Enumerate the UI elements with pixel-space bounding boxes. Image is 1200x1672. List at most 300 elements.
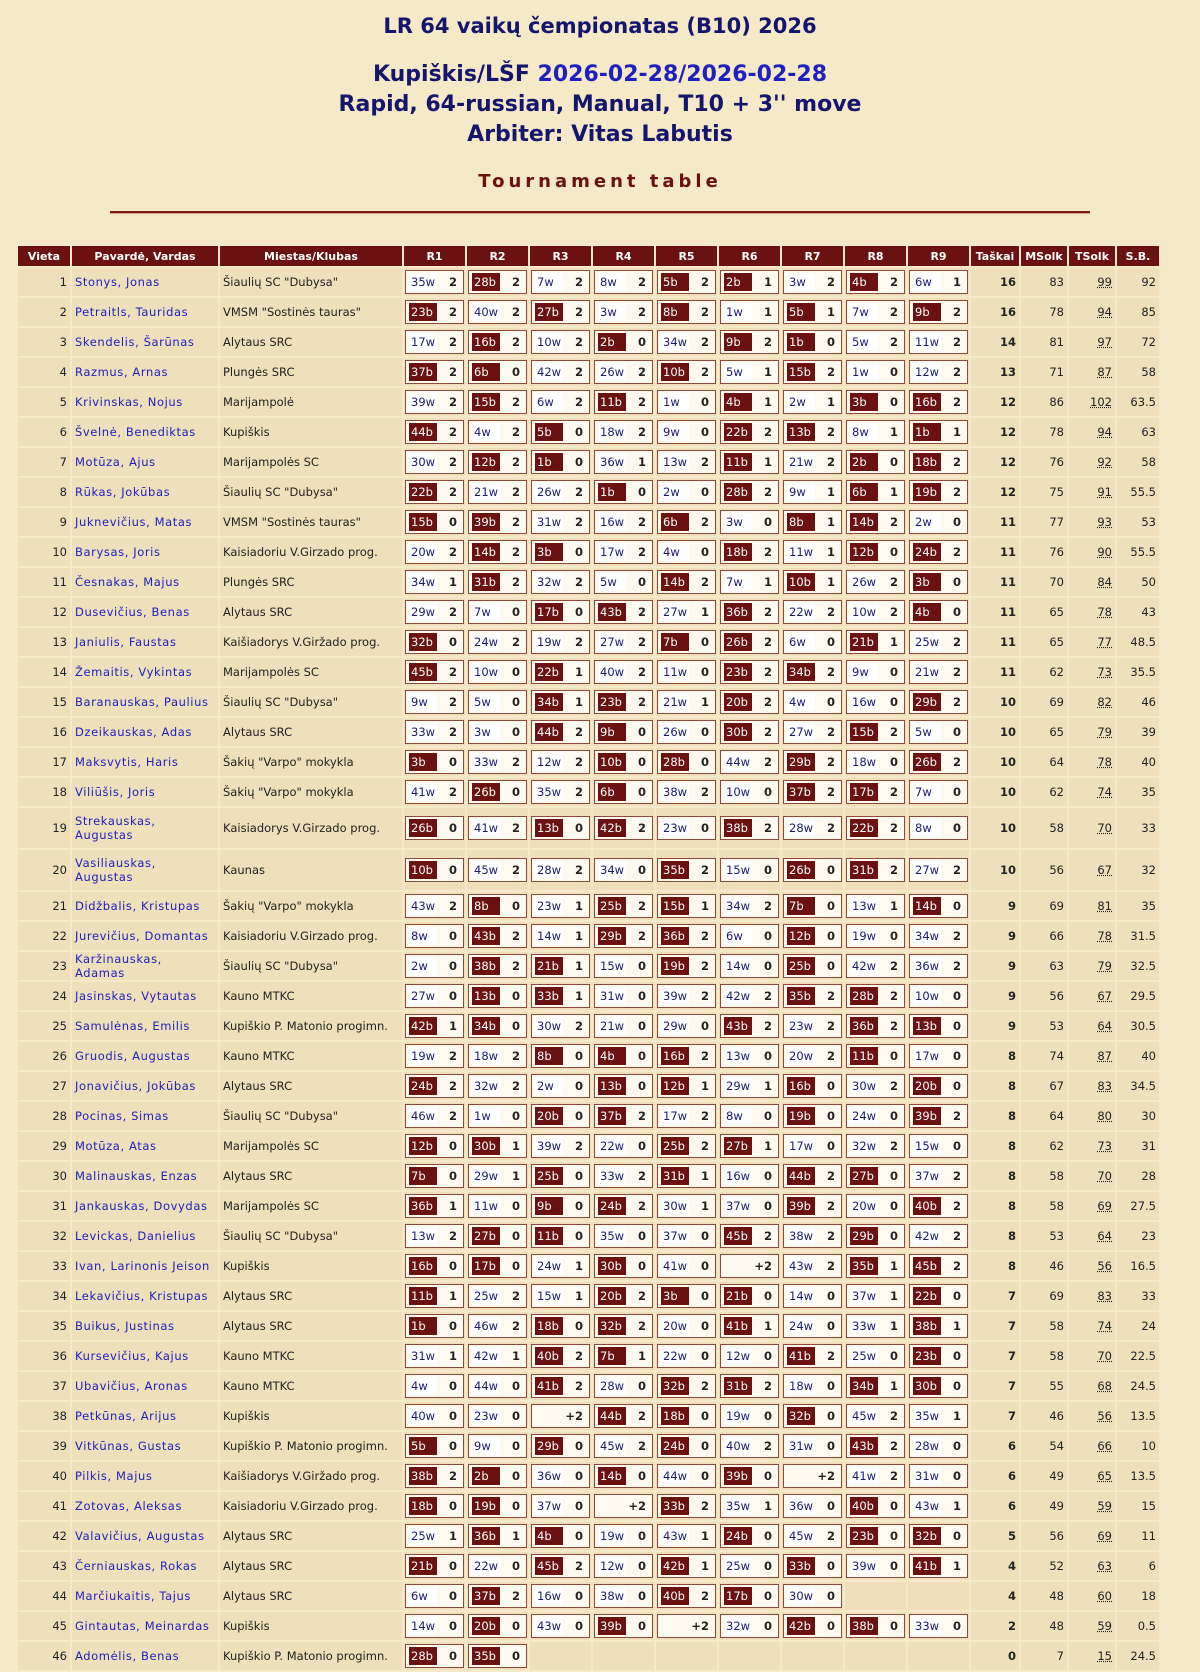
opponent-cell: 5w	[598, 573, 626, 591]
game-score: 2	[637, 1409, 646, 1423]
opponent-cell: 9b	[913, 303, 941, 321]
player-name-link[interactable]: Didžbalis, Kristupas	[72, 892, 218, 920]
game-score: 2	[952, 755, 961, 769]
club-cell: Kupiškio P. Matonio progimn.	[220, 1432, 402, 1460]
round-cell	[530, 1132, 591, 1160]
points-cell: 0	[971, 1642, 1019, 1670]
game-result	[657, 300, 716, 324]
opponent-cell: 18b	[661, 1407, 689, 1425]
player-name-link[interactable]: Petraitls, Tauridas	[72, 298, 218, 326]
round-cell	[467, 478, 528, 506]
sb-cell: 15	[1117, 1492, 1159, 1520]
game-score: 2	[952, 1199, 961, 1213]
opponent-cell: 36w	[537, 1469, 562, 1483]
round-cell	[467, 1042, 528, 1070]
game-score: 1	[763, 1499, 772, 1513]
opponent-cell: 10b	[661, 363, 689, 381]
opponent-cell: 10w	[474, 665, 499, 679]
player-name-link[interactable]: Lekavičius, Kristupas	[72, 1282, 218, 1310]
table-row	[18, 1192, 1159, 1220]
msolk-cell: 56	[1021, 1522, 1067, 1550]
opponent-cell: 7b	[409, 1167, 437, 1185]
opponent-cell: 2b	[598, 333, 626, 351]
round-cell	[404, 328, 465, 356]
game-score: 2	[889, 821, 898, 835]
player-name-link[interactable]: Juknevičius, Matas	[72, 508, 218, 536]
opponent-cell: 4w	[472, 423, 500, 441]
player-name-link[interactable]: Barysas, Joris	[72, 538, 218, 566]
game-score: 2	[826, 665, 835, 679]
game-score: 2	[637, 665, 646, 679]
round-cell	[719, 1042, 780, 1070]
round-cell	[467, 1072, 528, 1100]
player-name-link[interactable]: Pilkis, Majus	[72, 1462, 218, 1490]
player-name-link[interactable]: Buikus, Justinas	[72, 1312, 218, 1340]
game-result	[594, 1404, 653, 1428]
opponent-cell: 30b	[472, 1137, 500, 1155]
sb-cell: 13.5	[1117, 1402, 1159, 1430]
round-cell	[782, 658, 843, 686]
club-cell: Šiaulių SC "Dubysa"	[220, 1102, 402, 1130]
game-score: 1	[889, 899, 898, 913]
points-cell: 8	[971, 1072, 1019, 1100]
round-cell	[530, 418, 591, 446]
game-score: 2	[511, 863, 520, 877]
round-cell	[593, 1492, 654, 1520]
game-result	[468, 750, 527, 774]
player-name-link[interactable]: Vasiliauskas, Augustas	[72, 850, 218, 890]
sb-cell: 10	[1117, 1432, 1159, 1460]
player-name-link[interactable]: Samulėnas, Emilis	[72, 1012, 218, 1040]
player-name-link[interactable]: Malinauskas, Enzas	[72, 1162, 218, 1190]
game-result	[468, 894, 527, 918]
game-score: 2	[952, 863, 961, 877]
game-score: 0	[574, 545, 583, 559]
game-result	[846, 270, 905, 294]
place-cell: 11	[18, 568, 70, 596]
player-name-link[interactable]: Razmus, Arnas	[72, 358, 218, 386]
game-result	[909, 1134, 968, 1158]
game-score: 0	[826, 1439, 835, 1453]
place-cell: 35	[18, 1312, 70, 1340]
col-msolk: MSolk	[1021, 246, 1067, 266]
game-result	[783, 1014, 842, 1038]
game-result	[783, 924, 842, 948]
points-cell: 4	[971, 1582, 1019, 1610]
round-cell	[593, 952, 654, 980]
game-result	[405, 690, 464, 714]
game-result	[846, 510, 905, 534]
round-cell	[908, 1012, 969, 1040]
opponent-cell: 35b	[850, 1257, 878, 1275]
round-cell	[530, 1462, 591, 1490]
round-cell	[782, 1162, 843, 1190]
game-score: 0	[637, 1259, 646, 1273]
round-cell	[656, 448, 717, 476]
game-result	[531, 1434, 590, 1458]
game-score: 2	[826, 725, 835, 739]
game-result	[720, 816, 779, 840]
game-score: 2	[511, 575, 520, 589]
round-cell	[404, 1492, 465, 1520]
player-name-link[interactable]: Maksvytis, Haris	[72, 748, 218, 776]
player-name-link[interactable]: Jurevičius, Domantas	[72, 922, 218, 950]
player-name-link[interactable]: Viliūšis, Joris	[72, 778, 218, 806]
game-score: 1	[448, 1349, 457, 1363]
game-result	[468, 1644, 527, 1668]
round-cell	[467, 1012, 528, 1040]
game-result	[909, 1074, 968, 1098]
game-result	[657, 1614, 716, 1638]
round-cell	[467, 688, 528, 716]
opponent-cell: 25w	[474, 1289, 499, 1303]
opponent-cell	[535, 1407, 563, 1425]
table-row	[18, 922, 1159, 950]
round-cell	[908, 598, 969, 626]
game-result	[531, 510, 590, 534]
round-cell	[467, 418, 528, 446]
game-result	[909, 1344, 968, 1368]
round-cell	[908, 1642, 969, 1670]
opponent-cell: 3w	[724, 513, 752, 531]
game-result	[405, 858, 464, 882]
opponent-cell: 36b	[850, 1017, 878, 1035]
tsolk-cell: 56	[1069, 1402, 1115, 1430]
round-cell	[719, 1612, 780, 1640]
table-row	[18, 1042, 1159, 1070]
round-cell	[593, 718, 654, 746]
game-result	[531, 984, 590, 1008]
opponent-cell: 21b	[724, 1287, 752, 1305]
msolk-cell: 69	[1021, 892, 1067, 920]
game-score: 1	[448, 1019, 457, 1033]
opponent-cell: 2w	[913, 513, 941, 531]
table-row	[18, 718, 1159, 746]
round-cell	[467, 748, 528, 776]
opponent-cell: 18b	[913, 453, 941, 471]
opponent-cell: 12b	[787, 927, 815, 945]
table-row	[18, 778, 1159, 806]
round-cell	[656, 1192, 717, 1220]
player-name-link[interactable]: Motūza, Ajus	[72, 448, 218, 476]
round-cell	[782, 328, 843, 356]
opponent-cell: 8w	[850, 423, 878, 441]
game-score: 2	[889, 725, 898, 739]
round-cell	[845, 1522, 906, 1550]
opponent-cell: 20b	[598, 1287, 626, 1305]
player-name-link[interactable]: Dzeikauskas, Adas	[72, 718, 218, 746]
game-score: 0	[826, 1619, 835, 1633]
game-score: 0	[511, 1229, 520, 1243]
game-result	[657, 780, 716, 804]
game-result	[720, 1254, 779, 1278]
game-result	[594, 420, 653, 444]
game-score: 2	[511, 485, 520, 499]
player-name-link[interactable]: Ubavičius, Aronas	[72, 1372, 218, 1400]
round-cell	[782, 952, 843, 980]
place-cell: 10	[18, 538, 70, 566]
place-cell: 28	[18, 1102, 70, 1130]
game-result	[720, 1464, 779, 1488]
club-cell: VMSM "Sostinės tauras"	[220, 298, 402, 326]
round-cell	[593, 1132, 654, 1160]
msolk-cell: 76	[1021, 448, 1067, 476]
game-result	[846, 1374, 905, 1398]
player-name-link[interactable]: Krivinskas, Nojus	[72, 388, 218, 416]
sb-cell: 33	[1117, 808, 1159, 848]
opponent-cell: 8b	[535, 1047, 563, 1065]
game-score: 2	[826, 821, 835, 835]
round-cell	[404, 892, 465, 920]
game-result	[468, 1314, 527, 1338]
game-score: 1	[763, 1079, 772, 1093]
opponent-cell: 32b	[913, 1527, 941, 1545]
game-score: 2	[889, 1409, 898, 1423]
game-score: 2	[700, 1499, 709, 1513]
player-name-link[interactable]: Baranauskas, Paulius	[72, 688, 218, 716]
round-cell	[593, 922, 654, 950]
table-row	[18, 1612, 1159, 1640]
game-score: 2	[511, 635, 520, 649]
game-score: 0	[826, 863, 835, 877]
game-result	[405, 1464, 464, 1488]
game-score: 0	[700, 425, 709, 439]
player-name-link[interactable]: Skendelis, Šarūnas	[72, 328, 218, 356]
round-cell	[593, 1222, 654, 1250]
round-cell	[656, 1612, 717, 1640]
opponent-cell: 26w	[852, 575, 877, 589]
player-name-link[interactable]: Strekauskas, Augustas	[72, 808, 218, 848]
opponent-cell: 19w	[537, 635, 562, 649]
points-cell: 16	[971, 298, 1019, 326]
game-result	[531, 1374, 590, 1398]
game-score: 0	[637, 1559, 646, 1573]
opponent-cell: 35b	[472, 1647, 500, 1665]
game-score: 2	[826, 989, 835, 1003]
opponent-cell: 22w	[600, 1139, 625, 1153]
game-score: 2	[511, 821, 520, 835]
player-name-link[interactable]: Švelnė, Benediktas	[72, 418, 218, 446]
opponent-cell: 18w	[852, 755, 877, 769]
player-name-link[interactable]: Karžinauskas, Adamas	[72, 952, 218, 980]
round-cell	[719, 1492, 780, 1520]
game-score: 2	[700, 785, 709, 799]
game-result	[594, 390, 653, 414]
game-score: 2	[952, 929, 961, 943]
sb-cell: 72	[1117, 328, 1159, 356]
points-cell: 11	[971, 538, 1019, 566]
round-cell	[530, 1582, 591, 1610]
game-result	[909, 1254, 968, 1278]
round-cell	[845, 982, 906, 1010]
player-name-link[interactable]: Černiauskas, Rokas	[72, 1552, 218, 1580]
game-score: 2	[700, 275, 709, 289]
game-score: 2	[637, 695, 646, 709]
opponent-cell: 7w	[850, 303, 878, 321]
game-result	[720, 1404, 779, 1428]
game-score: 2	[448, 455, 457, 469]
round-cell	[404, 298, 465, 326]
place-cell: 27	[18, 1072, 70, 1100]
game-score: 2	[826, 365, 835, 379]
place-cell: 43	[18, 1552, 70, 1580]
round-cell	[908, 1072, 969, 1100]
round-cell	[404, 1402, 465, 1430]
sb-cell: 27.5	[1117, 1192, 1159, 1220]
player-name-link[interactable]: Ivan, Larinonis Jeison	[72, 1252, 218, 1280]
opponent-cell: 44b	[535, 723, 563, 741]
round-cell	[782, 1402, 843, 1430]
round-cell	[467, 1372, 528, 1400]
player-name-link[interactable]: Levickas, Danielius	[72, 1222, 218, 1250]
table-row	[18, 748, 1159, 776]
club-cell: Marijampolės SC	[220, 658, 402, 686]
player-name-link[interactable]: Stonys, Jonas	[72, 268, 218, 296]
opponent-cell: 25b	[661, 1137, 689, 1155]
opponent-cell: 33w	[915, 1619, 940, 1633]
player-name-link[interactable]: Motūza, Atas	[72, 1132, 218, 1160]
game-score: 0	[700, 665, 709, 679]
round-cell	[404, 1462, 465, 1490]
opponent-cell: 22b	[724, 423, 752, 441]
game-result	[594, 1464, 653, 1488]
place-cell: 42	[18, 1522, 70, 1550]
round-cell	[908, 1102, 969, 1130]
player-name-link[interactable]: Kursevičius, Kajus	[72, 1342, 218, 1370]
col-name: Pavardė, Vardas	[72, 246, 218, 266]
col-points: Taškai	[971, 246, 1019, 266]
game-score: 2	[952, 305, 961, 319]
game-score: 0	[511, 785, 520, 799]
game-score: 2	[574, 485, 583, 499]
round-cell	[593, 658, 654, 686]
player-name-link[interactable]: Česnakas, Majus	[72, 568, 218, 596]
game-score: 1	[889, 635, 898, 649]
player-name-link[interactable]: Žemaitis, Vykintas	[72, 658, 218, 686]
round-cell	[656, 658, 717, 686]
club-cell: Marijampolės SC	[220, 448, 402, 476]
game-score: 0	[952, 725, 961, 739]
game-score: 1	[952, 425, 961, 439]
tournament-header	[0, 0, 1200, 150]
round-cell	[593, 850, 654, 890]
game-result	[783, 630, 842, 654]
opponent-cell: 35w	[411, 275, 436, 289]
player-name-link[interactable]: Pocinas, Simas	[72, 1102, 218, 1130]
tsolk-cell: 78	[1069, 598, 1115, 626]
opponent-cell: 27b	[724, 1137, 752, 1155]
game-result	[657, 984, 716, 1008]
game-score: 0	[511, 1199, 520, 1213]
player-name-link[interactable]: Jonavičius, Jokūbas	[72, 1072, 218, 1100]
round-cell	[656, 388, 717, 416]
game-score: 2	[700, 989, 709, 1003]
player-name-link[interactable]: Marčiukaitis, Tajus	[72, 1582, 218, 1610]
round-cell	[782, 598, 843, 626]
player-name-link[interactable]: Zotovas, Aleksas	[72, 1492, 218, 1520]
sb-cell: 32	[1117, 850, 1159, 890]
place-cell: 21	[18, 892, 70, 920]
player-name-link[interactable]: Valavičius, Augustas	[72, 1522, 218, 1550]
game-score: 2	[700, 365, 709, 379]
game-score: 2	[448, 395, 457, 409]
table-row	[18, 658, 1159, 686]
game-score: 0	[700, 395, 709, 409]
player-name-link[interactable]: Janiulis, Faustas	[72, 628, 218, 656]
game-result	[909, 1194, 968, 1218]
game-score: 2	[889, 959, 898, 973]
opponent-cell: 24w	[474, 635, 499, 649]
sb-cell: 0.5	[1117, 1612, 1159, 1640]
player-name-link[interactable]: Rūkas, Jokūbas	[72, 478, 218, 506]
game-score: 0	[511, 1409, 520, 1423]
round-cell	[782, 1312, 843, 1340]
round-cell	[719, 1312, 780, 1340]
game-score: 1	[889, 1319, 898, 1333]
game-score: 0	[952, 1019, 961, 1033]
opponent-cell: 40b	[535, 1347, 563, 1365]
player-name-link[interactable]: Adomėlis, Benas	[72, 1642, 218, 1670]
round-cell	[845, 1582, 906, 1610]
game-score: 0	[700, 1229, 709, 1243]
game-score: 2	[826, 1199, 835, 1213]
place-cell: 37	[18, 1372, 70, 1400]
round-cell	[656, 748, 717, 776]
game-result	[405, 780, 464, 804]
game-score: 2	[700, 455, 709, 469]
round-cell	[467, 1642, 528, 1670]
round-cell	[530, 478, 591, 506]
round-cell	[782, 1342, 843, 1370]
round-cell	[404, 358, 465, 386]
round-cell	[467, 1252, 528, 1280]
game-score: 2	[826, 785, 835, 799]
game-score: 1	[763, 395, 772, 409]
game-result	[846, 1284, 905, 1308]
game-score: 2	[448, 545, 457, 559]
player-name-link[interactable]: Jasinskas, Vytautas	[72, 982, 218, 1010]
round-cell	[467, 952, 528, 980]
tournament-arbiter: Arbiter: Vitas Labutis	[467, 122, 733, 147]
round-cell	[719, 298, 780, 326]
game-result	[405, 510, 464, 534]
table-header-row	[18, 246, 1159, 266]
tournament-table	[16, 244, 1161, 1672]
opponent-cell: 6b	[598, 783, 626, 801]
player-name-link[interactable]: Jankauskas, Dovydas	[72, 1192, 218, 1220]
round-cell	[656, 1312, 717, 1340]
game-score: 0	[448, 1559, 457, 1573]
player-name-link[interactable]: Petkūnas, Arijus	[72, 1402, 218, 1430]
place-cell: 24	[18, 982, 70, 1010]
player-name-link[interactable]: Gintautas, Meinardas	[72, 1612, 218, 1640]
player-name-link[interactable]: Gruodis, Augustas	[72, 1042, 218, 1070]
msolk-cell: 49	[1021, 1462, 1067, 1490]
opponent-cell: 41b	[787, 1347, 815, 1365]
round-cell	[467, 718, 528, 746]
round-cell	[530, 1372, 591, 1400]
opponent-cell: 9w	[409, 693, 437, 711]
opponent-cell: 25b	[598, 897, 626, 915]
game-result	[405, 1044, 464, 1068]
player-name-link[interactable]: Vitkūnas, Gustas	[72, 1432, 218, 1460]
player-name-link[interactable]: Dusevičius, Benas	[72, 598, 218, 626]
opponent-cell: 42b	[598, 819, 626, 837]
points-cell: 6	[971, 1462, 1019, 1490]
game-score: 2	[511, 515, 520, 529]
game-result	[405, 1284, 464, 1308]
round-cell	[719, 418, 780, 446]
